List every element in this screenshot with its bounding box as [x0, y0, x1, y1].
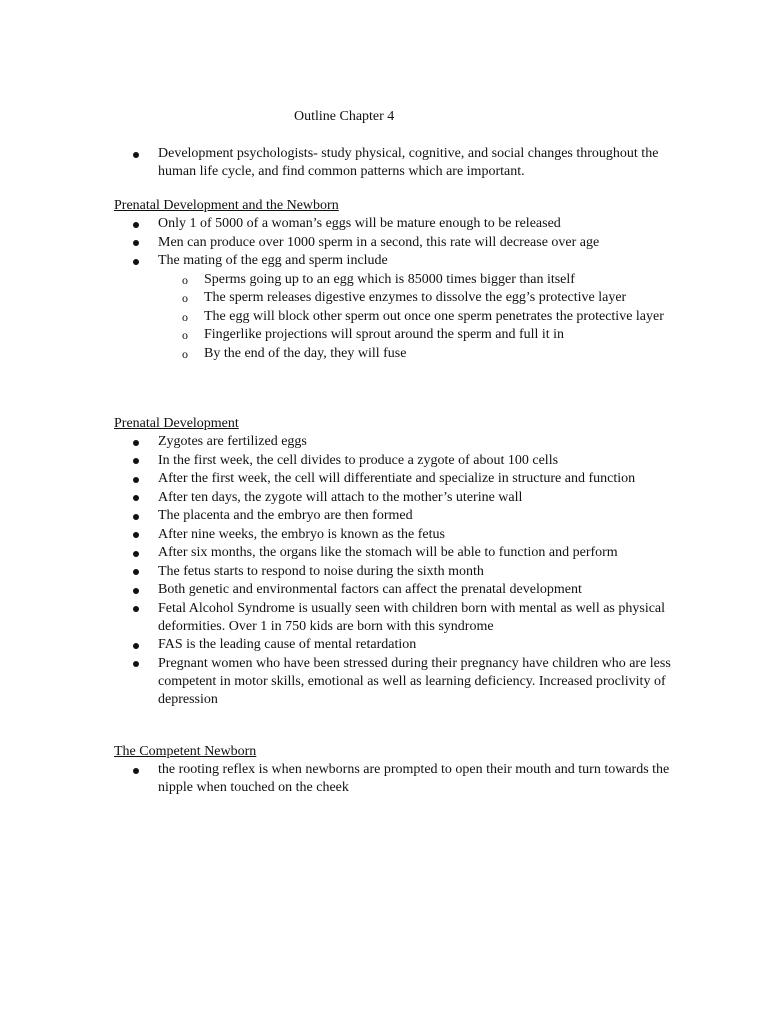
- bullet-icon: [133, 240, 139, 246]
- section-heading: The Competent Newborn: [114, 744, 257, 759]
- section-prenatal-development: [114, 415, 674, 709]
- bullet-icon: [133, 569, 139, 575]
- list-item: [114, 433, 674, 451]
- sub-list-item-text: By the end of the day, they will fuse: [204, 345, 407, 361]
- list-item-text: Only 1 of 5000 of a woman’s eggs will be mature enough to be released: [158, 216, 561, 231]
- list-item: [114, 761, 674, 797]
- list-item: [114, 507, 674, 525]
- list-item: [114, 636, 674, 654]
- list-item: [114, 489, 674, 507]
- list-item: [114, 470, 674, 488]
- sub-list-item-text: The egg will block other sperm out once one sperm penetrates the protective layer: [204, 308, 664, 324]
- list-item: [114, 563, 674, 581]
- bullet-icon: [133, 588, 139, 594]
- bullet-icon: [133, 259, 139, 265]
- list-item-text: In the first week, the cell divides to produce a zygote of about 100 cells: [158, 452, 559, 468]
- list-item-text: Fetal Alcohol Syndrome is usually seen with children born with mental as well as physical deformities. Over 1 in 750 kids are born with this syndrome: [158, 600, 666, 634]
- bullet-icon: [133, 768, 139, 774]
- list-item-text: the rooting reflex is when newborns are prompted to open their mouth and turn towards the nipple when touched on the cheek: [158, 762, 670, 795]
- list-item: [114, 544, 674, 562]
- sub-bullet-icon: o: [182, 309, 188, 324]
- list-item: [114, 655, 674, 709]
- list-item-text: The mating of the egg and sperm include: [158, 253, 388, 268]
- list-item-text: Zygotes are fertilized eggs: [158, 434, 307, 449]
- sub-bullet-icon: o: [182, 346, 188, 361]
- sub-list-item-text: The sperm releases digestive enzymes to dissolve the egg’s protective layer: [204, 290, 627, 305]
- list-item: [114, 215, 674, 233]
- bullet-icon: [133, 514, 139, 520]
- list-item: [114, 252, 674, 270]
- sub-bullet-icon: o: [182, 272, 188, 287]
- sub-bullet-icon: o: [182, 291, 188, 305]
- bullet-icon: [133, 643, 139, 649]
- list-item: [114, 452, 674, 470]
- list-item-text: After ten days, the zygote will attach to the mother’s uterine wall: [158, 489, 523, 505]
- bullet-icon: [133, 152, 139, 158]
- sub-list: [114, 271, 674, 363]
- sub-list-item: [114, 326, 674, 344]
- intro-list: [114, 145, 674, 182]
- sub-list-item: [114, 289, 674, 307]
- list-item-text: Pregnant women who have been stressed during their pregnancy have children who are less competent in motor skills, emotional as well as learning deficiency. Increased proclivity of depression: [158, 655, 671, 707]
- bullet-icon: [133, 222, 139, 228]
- sub-list-item: [114, 271, 674, 289]
- list-item-text: After six months, the organs like the stomach will be able to function and perform: [158, 545, 618, 560]
- section-heading: Prenatal Development: [114, 416, 239, 431]
- list-item: [114, 581, 674, 599]
- list-item: [114, 234, 674, 252]
- bullet-icon: [133, 551, 139, 557]
- bullet-icon: [133, 495, 139, 501]
- list-item: [114, 526, 674, 544]
- sub-bullet-icon: o: [182, 328, 188, 342]
- list-item-text: Men can produce over 1000 sperm in a second, this rate will decrease over age: [158, 234, 600, 250]
- list-item: [114, 145, 674, 181]
- list-item-text: The fetus starts to respond to noise during the sixth month: [158, 563, 484, 579]
- section-heading: Prenatal Development and the Newborn: [114, 198, 339, 213]
- sub-list-item: [114, 345, 674, 363]
- bullet-icon: [133, 440, 139, 446]
- list-item-text: After nine weeks, the embryo is known as the fetus: [158, 526, 445, 542]
- section-prenatal-development-and-newborn: [114, 197, 674, 363]
- bullet-icon: [133, 532, 139, 538]
- sub-list-item-text: Sperms going up to an egg which is 85000 times bigger than itself: [204, 271, 575, 287]
- list-item-text: The placenta and the embryo are then formed: [158, 508, 413, 523]
- sub-list-item: [114, 308, 674, 326]
- bullet-icon: [133, 606, 139, 612]
- bullet-icon: [133, 477, 139, 483]
- sub-list-item-text: Fingerlike projections will sprout around the sperm and full it in: [204, 327, 565, 342]
- list-item: [114, 600, 674, 636]
- bullet-icon: [133, 661, 139, 667]
- list-item-text: After the first week, the cell will differentiate and specialize in structure and function: [158, 471, 636, 486]
- bullet-icon: [133, 458, 139, 464]
- list-item-text: FAS is the leading cause of mental retardation: [158, 637, 417, 652]
- list-item-text: Both genetic and environmental factors can affect the prenatal development: [158, 582, 582, 597]
- document-title: Outline Chapter 4: [294, 109, 395, 124]
- section-competent-newborn: [114, 743, 674, 798]
- list-item-text: Development psychologists- study physical, cognitive, and social changes throughout the human life cycle, and find common patterns which are important.: [158, 146, 659, 179]
